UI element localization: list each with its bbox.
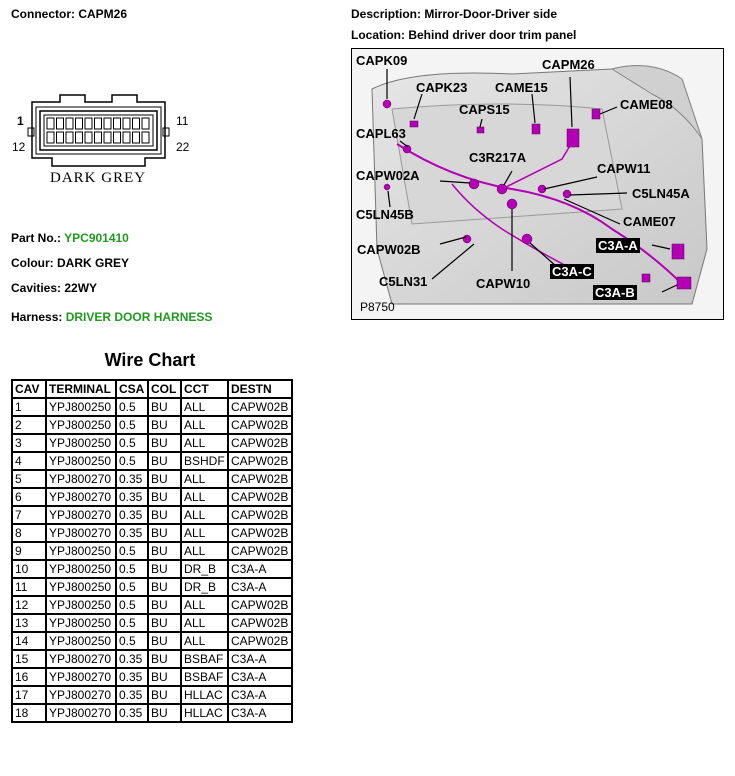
callout-c3r217a: C3R217A — [469, 150, 527, 165]
callout-c3a-c: C3A-C — [552, 264, 592, 279]
cell-cct: ALL — [181, 488, 228, 506]
cell-col: BU — [148, 650, 181, 668]
callout-came07: CAME07 — [623, 214, 676, 229]
cell-col: BU — [148, 434, 181, 452]
cell-csa: 0.35 — [116, 650, 148, 668]
header-col: COL — [148, 380, 181, 398]
cell-cct: ALL — [181, 596, 228, 614]
cell-terminal: YPJ800270 — [46, 470, 116, 488]
callout-caps15: CAPS15 — [459, 102, 510, 117]
pin-cavity — [95, 118, 102, 129]
cell-col: BU — [148, 668, 181, 686]
table-row — [12, 578, 292, 596]
pin-cavity — [133, 132, 140, 143]
cell-cav: 5 — [12, 470, 46, 488]
cell-terminal: YPJ800250 — [46, 560, 116, 578]
colour-label: Colour: DARK GREY — [11, 256, 129, 270]
callout-came15: CAME15 — [495, 80, 548, 95]
pin-cavity — [95, 132, 102, 143]
cell-cct: ALL — [181, 632, 228, 650]
pin-cavity — [47, 118, 54, 129]
callout-c5ln45b: C5LN45B — [356, 207, 414, 222]
cell-csa: 0.35 — [116, 470, 148, 488]
cell-destn: CAPW02B — [228, 434, 292, 452]
cell-csa: 0.5 — [116, 434, 148, 452]
cell-cav: 1 — [12, 398, 46, 416]
callout-capw02b: CAPW02B — [357, 242, 421, 257]
cell-cav: 6 — [12, 488, 46, 506]
pin-cavity — [85, 132, 92, 143]
cell-csa: 0.5 — [116, 398, 148, 416]
cell-destn: CAPW02B — [228, 416, 292, 434]
cell-destn: CAPW02B — [228, 452, 292, 470]
cell-cav: 11 — [12, 578, 46, 596]
cell-csa: 0.35 — [116, 686, 148, 704]
pin-cavity — [57, 132, 64, 143]
cell-csa: 0.5 — [116, 542, 148, 560]
harness — [11, 310, 212, 324]
cell-terminal: YPJ800250 — [46, 398, 116, 416]
pin-cavity — [66, 132, 73, 143]
pin-label-11: 11 — [176, 114, 189, 128]
pin-cavity — [123, 132, 130, 143]
cell-col: BU — [148, 686, 181, 704]
cell-cct: DR_B — [181, 578, 228, 596]
cell-cav: 10 — [12, 560, 46, 578]
cell-cav: 13 — [12, 614, 46, 632]
cell-cav: 14 — [12, 632, 46, 650]
cell-destn: CAPW02B — [228, 614, 292, 632]
cell-csa: 0.35 — [116, 524, 148, 542]
cell-cct: BSBAF — [181, 650, 228, 668]
cell-terminal: YPJ800250 — [46, 578, 116, 596]
cell-destn: CAPW02B — [228, 524, 292, 542]
table-row — [12, 506, 292, 524]
cell-csa: 0.5 — [116, 632, 148, 650]
wire-chart-header-row — [12, 380, 292, 398]
table-row — [12, 650, 292, 668]
cell-cct: ALL — [181, 506, 228, 524]
pin-cavity — [104, 132, 111, 143]
cell-col: BU — [148, 470, 181, 488]
pin-cavity — [85, 118, 92, 129]
location-label: Location: Behind driver door trim panel — [351, 28, 577, 42]
cell-terminal: YPJ800270 — [46, 650, 116, 668]
cell-terminal: YPJ800270 — [46, 704, 116, 722]
cell-col: BU — [148, 542, 181, 560]
callout-capk09: CAPK09 — [356, 53, 408, 68]
cell-destn: C3A-A — [228, 668, 292, 686]
table-row — [12, 560, 292, 578]
cell-col: BU — [148, 560, 181, 578]
callout-capw02a: CAPW02A — [356, 168, 420, 183]
cell-cct: BSBAF — [181, 668, 228, 686]
cell-col: BU — [148, 614, 181, 632]
cell-col: BU — [148, 596, 181, 614]
wire-chart-title: Wire Chart — [104, 350, 196, 370]
cell-csa: 0.35 — [116, 704, 148, 722]
cell-terminal: YPJ800270 — [46, 506, 116, 524]
callout-c3a-b: C3A-B — [595, 285, 635, 300]
location-figure — [351, 48, 724, 320]
pin-cavity — [142, 118, 149, 129]
pin-cavity — [76, 132, 83, 143]
cell-terminal: YPJ800270 — [46, 686, 116, 704]
table-row — [12, 398, 292, 416]
wire-chart-body — [12, 398, 292, 722]
cell-csa: 0.5 — [116, 614, 148, 632]
part-number — [11, 231, 129, 245]
cell-terminal: YPJ800250 — [46, 416, 116, 434]
header-cav: CAV — [12, 380, 46, 398]
table-row — [12, 470, 292, 488]
cell-csa: 0.5 — [116, 578, 148, 596]
cell-csa: 0.35 — [116, 668, 148, 686]
pin-cavity — [142, 132, 149, 143]
table-row — [12, 488, 292, 506]
cell-cct: BSHDF — [181, 452, 228, 470]
cell-destn: C3A-A — [228, 560, 292, 578]
cell-cav: 3 — [12, 434, 46, 452]
callout-capm26: CAPM26 — [542, 57, 595, 72]
pin-label-12: 12 — [12, 140, 26, 154]
callout-capk23: CAPK23 — [416, 80, 468, 95]
cell-terminal: YPJ800250 — [46, 542, 116, 560]
cell-cav: 4 — [12, 452, 46, 470]
wire-chart-table — [11, 379, 293, 723]
cell-cct: ALL — [181, 434, 228, 452]
cell-col: BU — [148, 452, 181, 470]
callout-c5ln31: C5LN31 — [379, 274, 428, 289]
pin-cavity — [66, 118, 73, 129]
connector-label: Connector: CAPM26 — [11, 7, 128, 21]
pin-cavity — [76, 118, 83, 129]
cell-csa: 0.5 — [116, 452, 148, 470]
table-row — [12, 416, 292, 434]
header-csa: CSA — [116, 380, 148, 398]
cell-csa: 0.5 — [116, 560, 148, 578]
cell-cct: ALL — [181, 614, 228, 632]
cell-destn: C3A-A — [228, 650, 292, 668]
cell-col: BU — [148, 398, 181, 416]
cell-destn: C3A-A — [228, 686, 292, 704]
callout-came08: CAME08 — [620, 97, 673, 112]
cell-cct: ALL — [181, 416, 228, 434]
cell-col: BU — [148, 506, 181, 524]
pin-cavity — [57, 118, 64, 129]
cell-cav: 7 — [12, 506, 46, 524]
connector-face-drawing — [0, 80, 230, 200]
cell-csa: 0.35 — [116, 506, 148, 524]
table-row — [12, 434, 292, 452]
callout-capw11: CAPW11 — [597, 161, 651, 176]
header-cct: CCT — [181, 380, 228, 398]
cell-cct: HLLAC — [181, 704, 228, 722]
table-row — [12, 542, 292, 560]
table-row — [12, 686, 292, 704]
cell-cav: 9 — [12, 542, 46, 560]
cell-destn: C3A-A — [228, 704, 292, 722]
header-terminal: TERMINAL — [46, 380, 116, 398]
pin-label-22: 22 — [176, 140, 190, 154]
cell-destn: CAPW02B — [228, 488, 292, 506]
cell-col: BU — [148, 524, 181, 542]
cell-destn: C3A-A — [228, 578, 292, 596]
harness-value: DRIVER DOOR HARNESS — [65, 310, 213, 324]
cell-cav: 16 — [12, 668, 46, 686]
pin-cavity — [114, 118, 121, 129]
cell-csa: 0.5 — [116, 416, 148, 434]
cell-cav: 8 — [12, 524, 46, 542]
description-label: Description: Mirror-Door-Driver side — [351, 7, 558, 21]
cell-cct: ALL — [181, 542, 228, 560]
cell-cav: 17 — [12, 686, 46, 704]
cell-terminal: YPJ800250 — [46, 632, 116, 650]
table-row — [12, 596, 292, 614]
pin-cavity — [47, 132, 54, 143]
callout-capw10: CAPW10 — [476, 276, 531, 291]
cell-terminal: YPJ800250 — [46, 452, 116, 470]
callout-capl63: CAPL63 — [356, 126, 406, 141]
cell-cct: ALL — [181, 524, 228, 542]
table-row — [12, 614, 292, 632]
cell-terminal: YPJ800270 — [46, 524, 116, 542]
cell-terminal: YPJ800270 — [46, 488, 116, 506]
figure-id: P8750 — [360, 300, 395, 314]
cell-terminal: YPJ800250 — [46, 614, 116, 632]
table-row — [12, 668, 292, 686]
cell-cct: ALL — [181, 398, 228, 416]
cell-destn: CAPW02B — [228, 542, 292, 560]
cavities-label: Cavities: 22WY — [11, 281, 98, 295]
harness-label: Harness: — [11, 310, 63, 324]
pin-cavity — [104, 118, 111, 129]
part-number-value: YPC901410 — [64, 231, 129, 245]
callout-c5ln45a: C5LN45A — [632, 186, 690, 201]
cell-cav: 12 — [12, 596, 46, 614]
cell-destn: CAPW02B — [228, 506, 292, 524]
cell-cct: DR_B — [181, 560, 228, 578]
cell-destn: CAPW02B — [228, 470, 292, 488]
cell-col: BU — [148, 416, 181, 434]
cell-cct: ALL — [181, 470, 228, 488]
cell-col: BU — [148, 488, 181, 506]
pin-cavity — [123, 118, 130, 129]
pin-cavity — [133, 118, 140, 129]
cell-terminal: YPJ800250 — [46, 596, 116, 614]
table-row — [12, 452, 292, 470]
cell-csa: 0.35 — [116, 488, 148, 506]
header-destn: DESTN — [228, 380, 292, 398]
part-number-label: Part No.: — [11, 231, 62, 245]
cell-col: BU — [148, 578, 181, 596]
table-row — [12, 524, 292, 542]
cell-terminal: YPJ800250 — [46, 434, 116, 452]
cell-destn: CAPW02B — [228, 596, 292, 614]
connector-color-caption: DARK GREY — [50, 170, 147, 186]
cell-destn: CAPW02B — [228, 632, 292, 650]
callout-c3a-a: C3A-A — [598, 238, 638, 253]
cell-csa: 0.5 — [116, 596, 148, 614]
cell-cav: 15 — [12, 650, 46, 668]
cell-cav: 18 — [12, 704, 46, 722]
pin-label-1: 1 — [17, 114, 24, 128]
cell-cav: 2 — [12, 416, 46, 434]
cell-destn: CAPW02B — [228, 398, 292, 416]
cell-cct: HLLAC — [181, 686, 228, 704]
table-row — [12, 632, 292, 650]
cell-col: BU — [148, 632, 181, 650]
pin-cavity — [114, 132, 121, 143]
cell-terminal: YPJ800270 — [46, 668, 116, 686]
table-row — [12, 704, 292, 722]
cell-col: BU — [148, 704, 181, 722]
